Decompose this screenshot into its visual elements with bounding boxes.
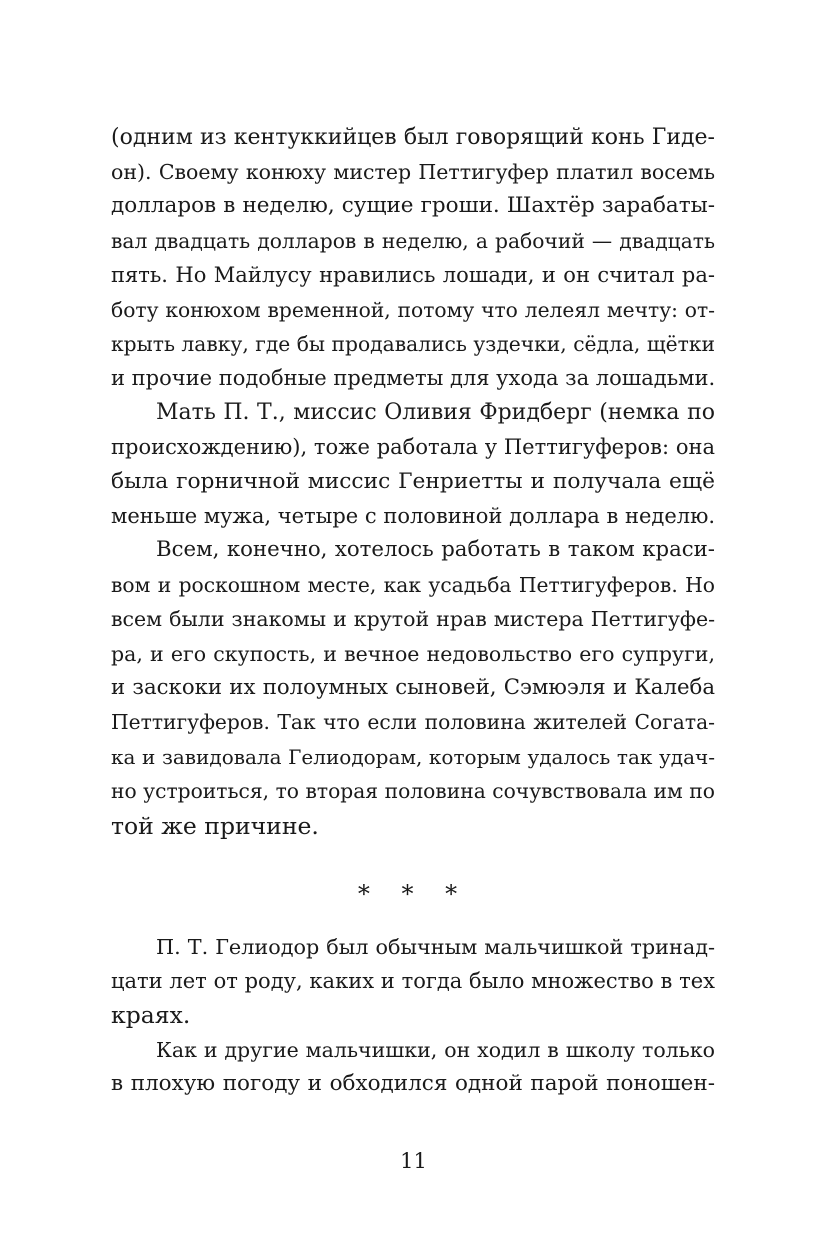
text-line: крыть лавку, где бы продавались уздечки, сёдла, щётки: [111, 332, 715, 356]
text-line: вал двадцать долларов в неделю, а рабочий — двадцать: [111, 229, 715, 253]
text-line: Всем, конечно, хотелось работать в таком краси-: [156, 537, 715, 562]
page-number: 11: [400, 1149, 427, 1173]
text-line: происхождению), тоже работала у Петтигуферов: она: [111, 435, 715, 459]
text-line: цати лет от роду, каких и тогда было множество в тех: [111, 969, 715, 993]
section-separator: * * *: [357, 880, 470, 908]
text-line: и заскоки их полоумных сыновей, Сэмюэля и Калеба: [111, 675, 715, 700]
text-line: краях.: [111, 1001, 191, 1029]
text-line: он). Своему конюху мистер Петтигуфер платил восемь: [111, 160, 715, 184]
text-line: Как и другие мальчишки, он ходил в школу только: [156, 1038, 715, 1062]
text-line: пять. Но Майлусу нравились лошади, и он считал ра-: [111, 263, 715, 287]
text-line: вом и роскошном месте, как усадьба Петтигуферов. Но: [111, 573, 715, 597]
text-line: (одним из кентуккийцев был говорящий конь Гиде-: [111, 125, 715, 150]
text-line: в плохую погоду и обходился одной парой поношен-: [111, 1071, 715, 1096]
text-line: меньше мужа, четыре с половиной доллара в неделю.: [111, 504, 716, 528]
text-line: боту конюхом временной, потому что лелеял мечту: от-: [111, 298, 715, 322]
text-line: Мать П. Т., миссис Оливия Фридберг (немка по: [156, 400, 715, 425]
text-line: долларов в неделю, сущие гроши. Шахтёр зарабаты-: [111, 193, 715, 218]
text-line: и прочие подобные предметы для ухода за лошадьми.: [111, 366, 716, 390]
text-line: Петтигуферов. Так что если половина жителей Согата-: [111, 710, 715, 734]
text-line: ра, и его скупость, и вечное недовольство его супруги,: [111, 642, 715, 666]
text-line: но устроиться, то вторая половина сочувствовала им по: [111, 779, 715, 803]
text-line: П. Т. Гелиодор был обычным мальчишкой тринад-: [156, 935, 715, 959]
text-line: ка и завидовала Гелиодорам, которым удалось так удач-: [111, 745, 715, 769]
text-line: той же причине.: [111, 812, 319, 840]
text-line: всем были знакомы и крутой нрав мистера Петтигуфе-: [111, 607, 715, 631]
text-line: была горничной миссис Генриетты и получала ещё: [111, 469, 715, 494]
